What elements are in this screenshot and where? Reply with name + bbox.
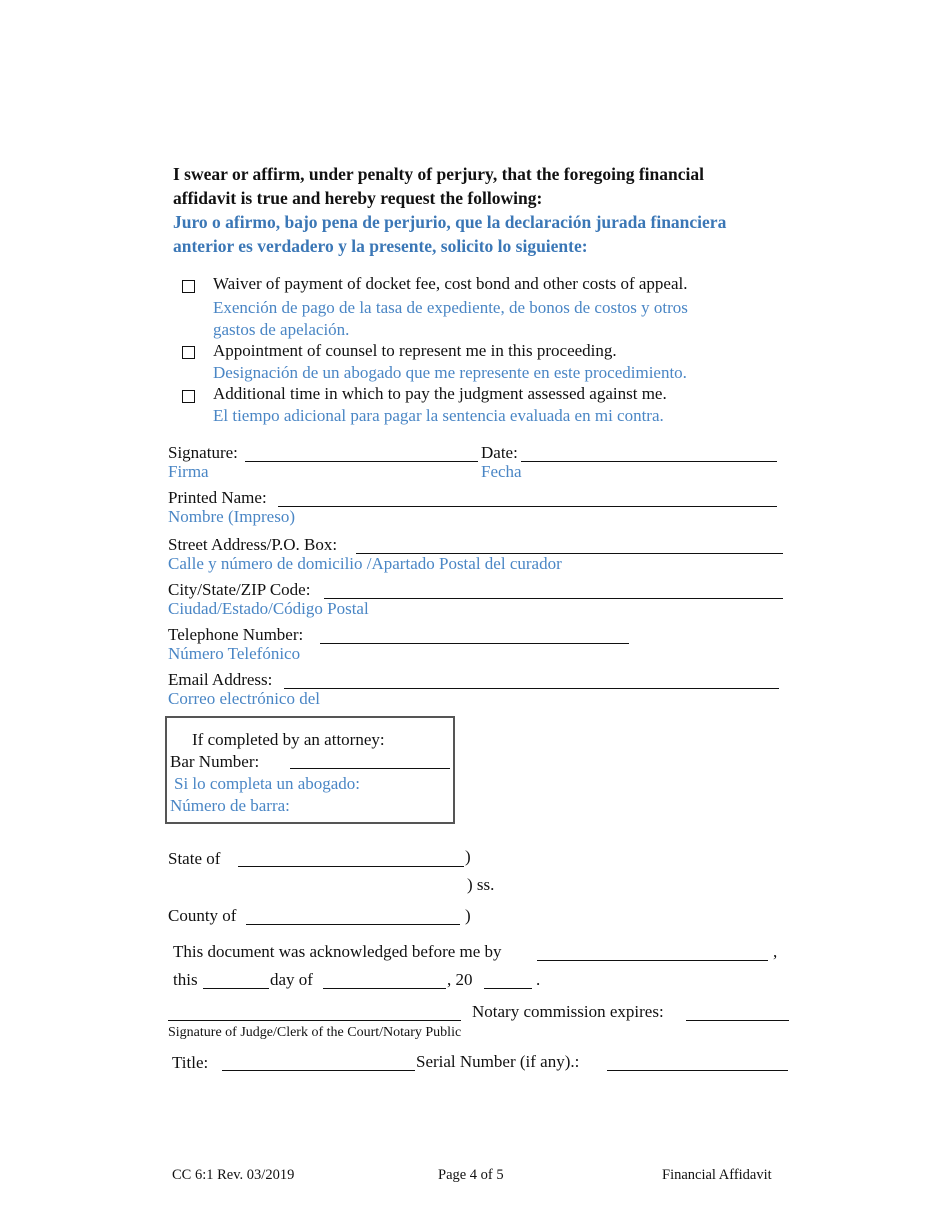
additional-time-checkbox[interactable] [182,390,195,403]
attorney-heading: If completed by an attorney: [192,730,385,749]
intro-es-line2: anterior es verdadero y la presente, solicito lo siguiente: [173,236,588,256]
acknowledged-text: This document was acknowledged before me by [173,942,502,961]
phone-line[interactable] [320,643,629,644]
street-label-es: Calle y número de domicilio /Apartado Postal del curador [168,554,562,573]
year-line[interactable] [484,988,532,989]
document-title: Financial Affidavit [662,1167,772,1183]
ack-comma: , [773,942,778,961]
counsel-en: Appointment of counsel to represent me in this proceeding. [213,341,617,360]
phone-label: Telephone Number: [168,625,304,644]
printed-name-line[interactable] [278,506,777,507]
form-id: CC 6:1 Rev. 03/2019 [172,1167,295,1183]
paren-1: ) [465,847,471,866]
page-number: Page 4 of 5 [438,1167,504,1183]
intro-en-line2: affidavit is true and hereby request the following: [173,188,543,208]
county-of-label: County of [168,906,237,925]
commission-line[interactable] [686,1020,789,1021]
signature-label-es: Firma [168,462,209,481]
date-label: Date: [481,443,518,462]
street-label: Street Address/P.O. Box: [168,535,338,554]
waiver-es1: Exención de pago de la tasa de expediente, de bonos de costos y otros [213,298,688,317]
email-label-es: Correo electrónico del [168,689,320,708]
printed-name-label: Printed Name: [168,488,267,507]
attorney-heading-es: Si lo completa un abogado: [174,774,361,793]
signature-line[interactable] [245,461,478,462]
serial-line[interactable] [607,1070,788,1071]
waiver-checkbox[interactable] [182,280,195,293]
commission-label: Notary commission expires: [472,1002,664,1021]
waiver-es2: gastos de apelación. [213,320,350,339]
intro-en-line1: I swear or affirm, under penalty of perjury, that the foregoing financial [173,164,704,184]
day-of-label: day of [270,970,313,989]
state-of-label: State of [168,849,221,868]
serial-label: Serial Number (if any).: [416,1052,580,1071]
title-label: Title: [172,1053,209,1072]
bar-number-label: Bar Number: [170,752,260,771]
phone-label-es: Número Telefónico [168,644,301,663]
waiver-en: Waiver of payment of docket fee, cost bond and other costs of appeal. [213,274,688,293]
counsel-checkbox[interactable] [182,346,195,359]
state-line[interactable] [238,866,464,867]
printed-name-label-es: Nombre (Impreso) [168,507,295,526]
date-line[interactable] [521,461,777,462]
month-line[interactable] [323,988,446,989]
intro-es-line1: Juro o afirmo, bajo pena de perjurio, que la declaración jurada financiera [173,212,727,232]
date-label-es: Fecha [481,462,522,481]
paren-3: ) [465,906,471,925]
city-label: City/State/ZIP Code: [168,580,311,599]
title-line[interactable] [222,1070,415,1071]
signature-caption: Signature of Judge/Clerk of the Court/Notary Public [168,1025,462,1040]
email-line[interactable] [284,688,779,689]
county-line[interactable] [246,924,460,925]
notary-signature-line[interactable] [168,1020,461,1021]
bar-number-label-es: Número de barra: [170,796,290,815]
city-label-es: Ciudad/Estado/Código Postal [168,599,369,618]
acknowledged-by-line[interactable] [537,960,768,961]
additional-time-en: Additional time in which to pay the judgment assessed against me. [213,384,667,403]
ss-label: ) ss. [467,875,495,894]
year-prefix: , 20 [447,970,473,989]
counsel-es: Designación de un abogado que me represente en este procedimiento. [213,363,687,382]
city-line[interactable] [324,598,783,599]
bar-number-line[interactable] [290,768,450,769]
this-label: this [173,970,198,989]
signature-label: Signature: [168,443,238,462]
day-line[interactable] [203,988,269,989]
date-period: . [536,970,541,989]
email-label: Email Address: [168,670,273,689]
additional-time-es: El tiempo adicional para pagar la sentencia evaluada en mi contra. [213,406,664,425]
